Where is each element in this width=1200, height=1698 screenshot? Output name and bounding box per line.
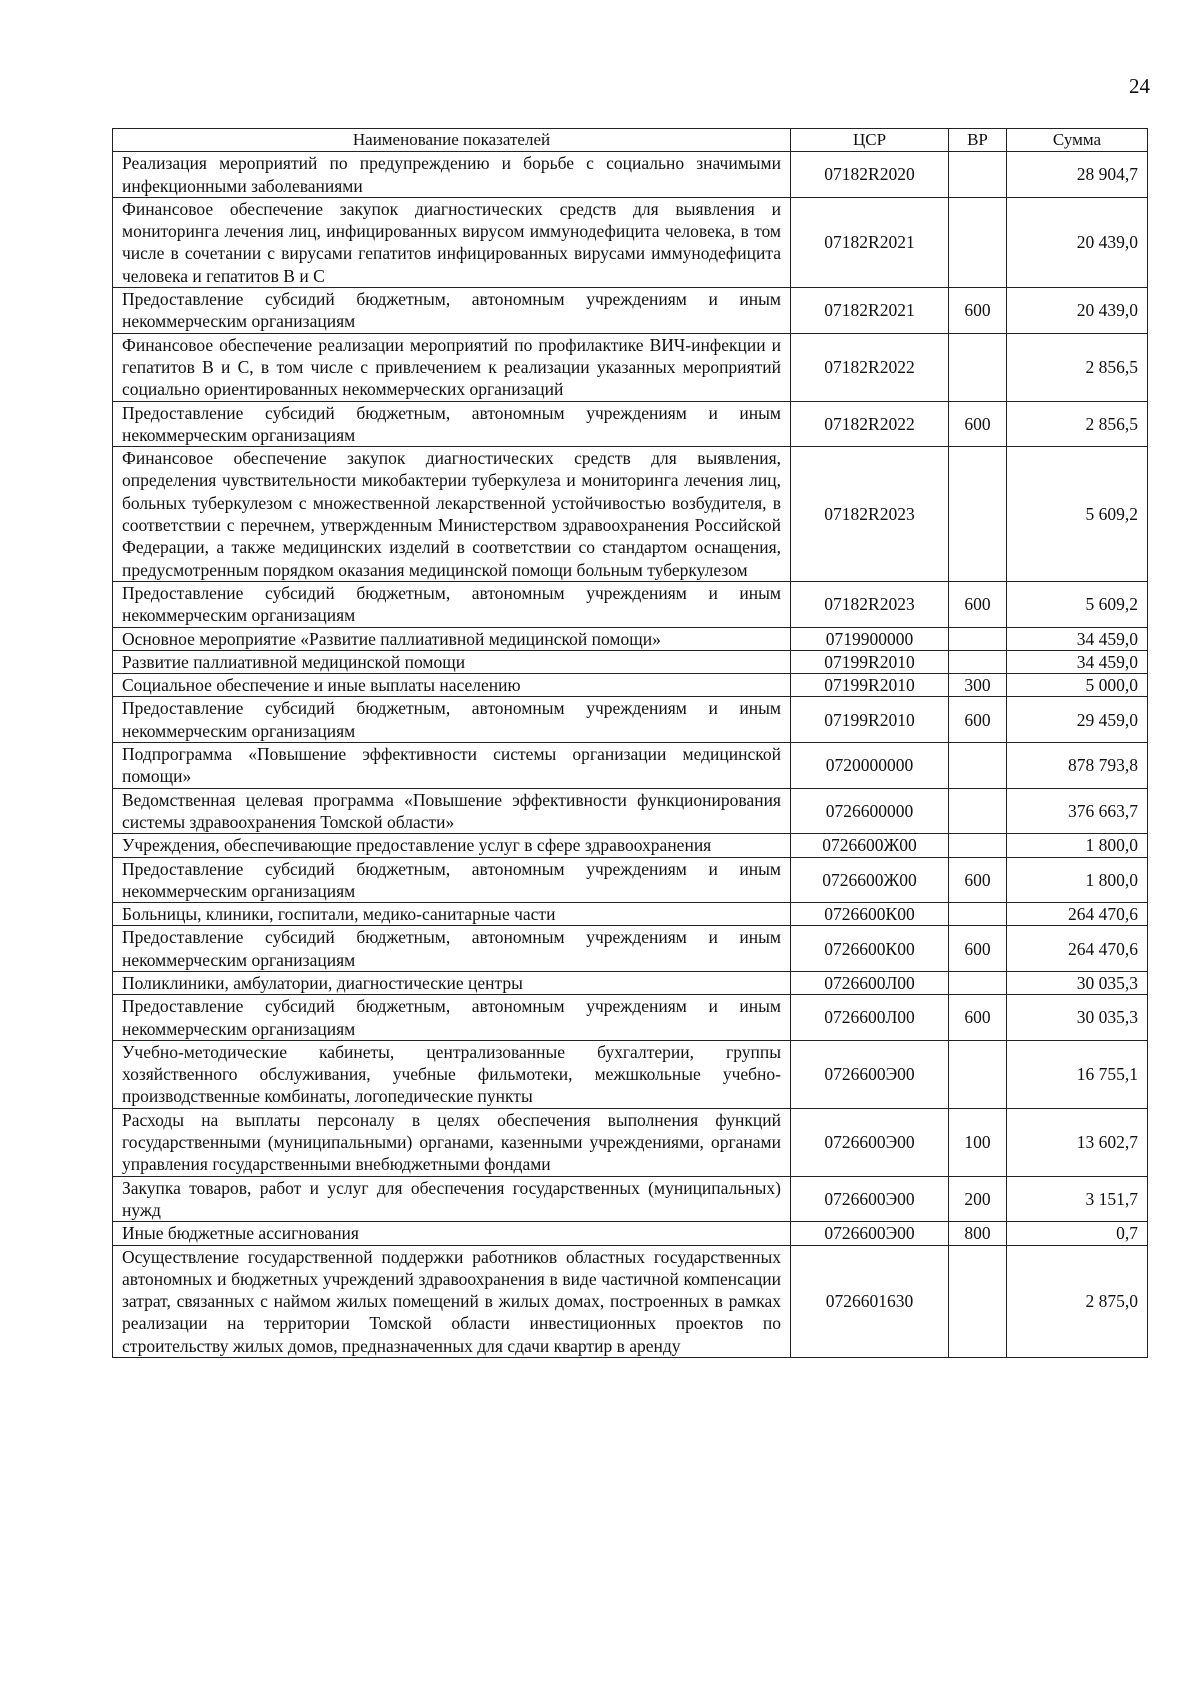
column-header-csr: ЦСР: [791, 129, 949, 152]
cell-sum: 878 793,8: [1007, 743, 1148, 789]
table-row: [113, 903, 1148, 926]
cell-name: Финансовое обеспечение закупок диагностических средств для выявления, определения чувствительности микобактерии туберкулеза и мониторинга лечения лиц, больных туберкулезом с множественной лекарственной устойчивостью возбудителя, в соответствии с перечнем, утвержденным Министерством здравоохранения Российской Федерации, а также медицинских изделий в соответствии со стандартом оснащения, предусмотренным порядком оказания медицинской помощи больным туберкулезом: [113, 447, 791, 582]
cell-name: Ведомственная целевая программа «Повышение эффективности функционирования системы здравоохранения Томской области»: [113, 788, 791, 834]
cell-csr: 07182R2023: [791, 581, 949, 627]
cell-csr: 07182R2022: [791, 401, 949, 447]
cell-name: Финансовое обеспечение закупок диагностических средств для выявления и мониторинга лечения лиц, инфицированных вирусом иммунодефицита человека, в том числе в сочетании с вирусами гепатитов инфицированных вирусами иммунодефицита человека и гепатитов В и С: [113, 197, 791, 287]
table-row: [113, 834, 1148, 857]
table-row: [113, 288, 1148, 334]
cell-name: Учебно-методические кабинеты, централизованные бухгалтерии, группы хозяйственного обслуживания, учебные фильмотеки, межшкольные учебно-производственные комбинаты, логопедические пункты: [113, 1040, 791, 1108]
cell-name: Предоставление субсидий бюджетным, автономным учреждениям и иным некоммерческим организациям: [113, 401, 791, 447]
cell-csr: 07182R2023: [791, 447, 949, 582]
cell-vr: 300: [949, 674, 1007, 697]
cell-sum: 28 904,7: [1007, 152, 1148, 198]
cell-name: Предоставление субсидий бюджетным, автономным учреждениям и иным некоммерческим организациям: [113, 857, 791, 903]
cell-vr: [949, 1040, 1007, 1108]
cell-sum: 16 755,1: [1007, 1040, 1148, 1108]
cell-csr: 0726600Э00: [791, 1176, 949, 1222]
cell-csr: 0726600000: [791, 788, 949, 834]
cell-sum: 5 609,2: [1007, 581, 1148, 627]
table-row: [113, 857, 1148, 903]
table-row: [113, 674, 1148, 697]
cell-vr: [949, 627, 1007, 650]
table-row: [113, 1176, 1148, 1222]
cell-csr: 07182R2021: [791, 197, 949, 287]
cell-sum: 20 439,0: [1007, 197, 1148, 287]
budget-table: [112, 128, 1148, 1358]
cell-name: Предоставление субсидий бюджетным, автономным учреждениям и иным некоммерческим организациям: [113, 288, 791, 334]
table-row: [113, 152, 1148, 198]
cell-name: Иные бюджетные ассигнования: [113, 1222, 791, 1245]
cell-name: Предоставление субсидий бюджетным, автономным учреждениям и иным некоммерческим организациям: [113, 926, 791, 972]
table-row: [113, 995, 1148, 1041]
cell-name: Основное мероприятие «Развитие паллиативной медицинской помощи»: [113, 627, 791, 650]
table-row: [113, 197, 1148, 287]
cell-sum: 2 856,5: [1007, 401, 1148, 447]
cell-csr: 0726600К00: [791, 926, 949, 972]
cell-csr: 0726600Ж00: [791, 857, 949, 903]
table-row: [113, 581, 1148, 627]
cell-vr: [949, 903, 1007, 926]
cell-sum: 264 470,6: [1007, 903, 1148, 926]
cell-vr: [949, 971, 1007, 994]
cell-vr: 600: [949, 697, 1007, 743]
cell-vr: [949, 152, 1007, 198]
cell-vr: [949, 834, 1007, 857]
cell-csr: 07199R2010: [791, 650, 949, 673]
cell-name: Финансовое обеспечение реализации мероприятий по профилактике ВИЧ-инфекции и гепатитов В и С, в том числе с привлечением к реализации указанных мероприятий социально ориентированных некоммерческих организаций: [113, 333, 791, 401]
cell-vr: [949, 333, 1007, 401]
cell-name: Социальное обеспечение и иные выплаты населению: [113, 674, 791, 697]
cell-name: Осуществление государственной поддержки работников областных государственных автономных и бюджетных учреждений здравоохранения в виде частичной компенсации затрат, связанных с наймом жилых помещений в жилых домах, построенных в рамках реализации на территории Томской области инвестиционных проектов по строительству жилых домов, предназначенных для сдачи квартир в аренду: [113, 1245, 791, 1357]
cell-csr: 0726600Э00: [791, 1108, 949, 1176]
table-row: [113, 650, 1148, 673]
cell-csr: 0726600Ж00: [791, 834, 949, 857]
table-row: [113, 743, 1148, 789]
table-row: [113, 333, 1148, 401]
cell-sum: 1 800,0: [1007, 834, 1148, 857]
cell-csr: 0726600Л00: [791, 971, 949, 994]
table-row: [113, 1245, 1148, 1357]
table-row: [113, 971, 1148, 994]
cell-vr: 600: [949, 857, 1007, 903]
cell-csr: 0726600Э00: [791, 1222, 949, 1245]
column-header-vr: ВР: [949, 129, 1007, 152]
column-header-sum: Сумма: [1007, 129, 1148, 152]
cell-vr: [949, 197, 1007, 287]
cell-sum: 34 459,0: [1007, 650, 1148, 673]
cell-csr: 0726600К00: [791, 903, 949, 926]
cell-csr: 07182R2021: [791, 288, 949, 334]
table-row: [113, 447, 1148, 582]
cell-name: Предоставление субсидий бюджетным, автономным учреждениям и иным некоммерческим организациям: [113, 697, 791, 743]
cell-sum: 29 459,0: [1007, 697, 1148, 743]
cell-csr: 0726600Л00: [791, 995, 949, 1041]
table-row: [113, 1222, 1148, 1245]
cell-sum: 1 800,0: [1007, 857, 1148, 903]
cell-sum: 264 470,6: [1007, 926, 1148, 972]
table-row: [113, 1108, 1148, 1176]
table-body: [113, 152, 1148, 1358]
column-header-name: Наименование показателей: [113, 129, 791, 152]
cell-vr: 600: [949, 288, 1007, 334]
cell-vr: 600: [949, 926, 1007, 972]
cell-name: Развитие паллиативной медицинской помощи: [113, 650, 791, 673]
cell-sum: 0,7: [1007, 1222, 1148, 1245]
cell-sum: 13 602,7: [1007, 1108, 1148, 1176]
cell-csr: 0720000000: [791, 743, 949, 789]
cell-csr: 07199R2010: [791, 697, 949, 743]
table-header-row: [113, 129, 1148, 152]
cell-sum: 20 439,0: [1007, 288, 1148, 334]
cell-sum: 30 035,3: [1007, 995, 1148, 1041]
cell-vr: 200: [949, 1176, 1007, 1222]
cell-sum: 30 035,3: [1007, 971, 1148, 994]
cell-vr: [949, 447, 1007, 582]
table-row: [113, 926, 1148, 972]
cell-csr: 07199R2010: [791, 674, 949, 697]
cell-name: Поликлиники, амбулатории, диагностические центры: [113, 971, 791, 994]
cell-csr: 07182R2020: [791, 152, 949, 198]
cell-name: Предоставление субсидий бюджетным, автономным учреждениям и иным некоммерческим организациям: [113, 995, 791, 1041]
table-row: [113, 697, 1148, 743]
cell-name: Учреждения, обеспечивающие предоставление услуг в сфере здравоохранения: [113, 834, 791, 857]
cell-name: Закупка товаров, работ и услуг для обеспечения государственных (муниципальных) нужд: [113, 1176, 791, 1222]
cell-vr: [949, 743, 1007, 789]
cell-name: Предоставление субсидий бюджетным, автономным учреждениям и иным некоммерческим организациям: [113, 581, 791, 627]
cell-csr: 0726600Э00: [791, 1040, 949, 1108]
cell-sum: 3 151,7: [1007, 1176, 1148, 1222]
cell-sum: 5 609,2: [1007, 447, 1148, 582]
cell-csr: 07182R2022: [791, 333, 949, 401]
cell-sum: 34 459,0: [1007, 627, 1148, 650]
page-number: 24: [1129, 74, 1150, 98]
cell-name: Реализация мероприятий по предупреждению и борьбе с социально значимыми инфекционными заболеваниями: [113, 152, 791, 198]
cell-csr: 0719900000: [791, 627, 949, 650]
table-row: [113, 1040, 1148, 1108]
cell-vr: 600: [949, 401, 1007, 447]
cell-vr: 600: [949, 581, 1007, 627]
cell-vr: 800: [949, 1222, 1007, 1245]
cell-sum: 5 000,0: [1007, 674, 1148, 697]
cell-vr: 100: [949, 1108, 1007, 1176]
table-row: [113, 788, 1148, 834]
cell-vr: [949, 650, 1007, 673]
cell-vr: [949, 788, 1007, 834]
cell-name: Подпрограмма «Повышение эффективности системы организации медицинской помощи»: [113, 743, 791, 789]
cell-vr: 600: [949, 995, 1007, 1041]
cell-vr: [949, 1245, 1007, 1357]
table-row: [113, 627, 1148, 650]
cell-name: Расходы на выплаты персоналу в целях обеспечения выполнения функций государственными (муниципальными) органами, казенными учреждениями, органами управления государственными внебюджетными фондами: [113, 1108, 791, 1176]
cell-csr: 0726601630: [791, 1245, 949, 1357]
table-row: [113, 401, 1148, 447]
cell-sum: 376 663,7: [1007, 788, 1148, 834]
cell-name: Больницы, клиники, госпитали, медико-санитарные части: [113, 903, 791, 926]
cell-sum: 2 875,0: [1007, 1245, 1148, 1357]
cell-sum: 2 856,5: [1007, 333, 1148, 401]
